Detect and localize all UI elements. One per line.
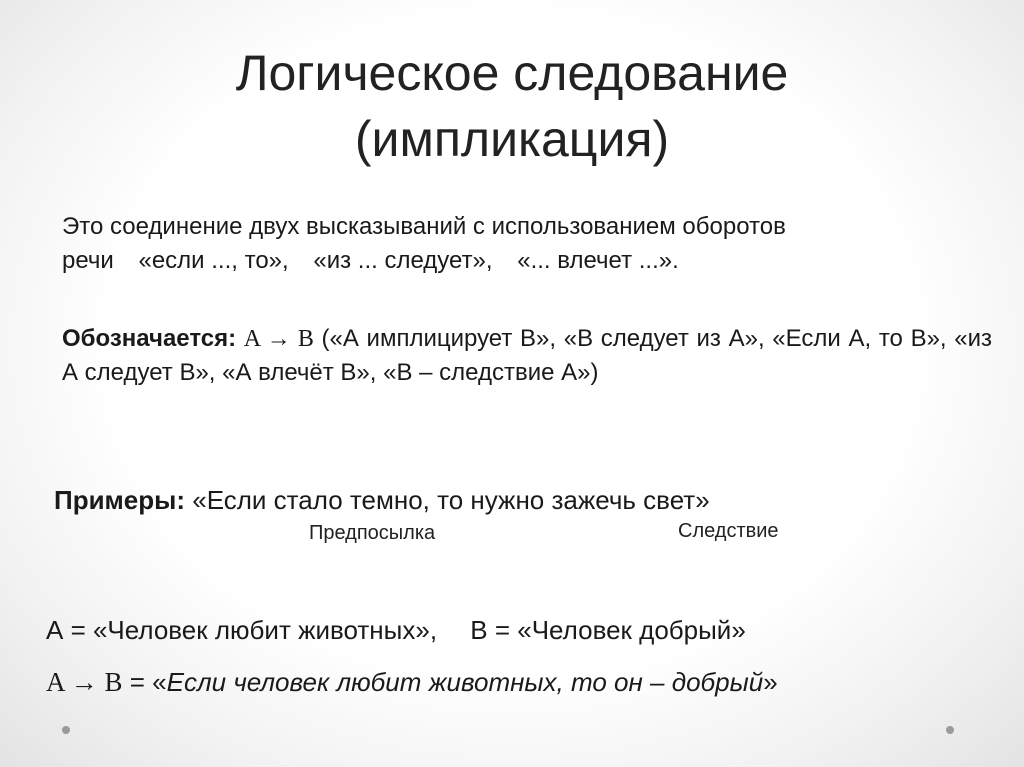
implication-symbol: A → B bbox=[46, 667, 123, 697]
assignment-line bbox=[46, 612, 746, 648]
corner-dot-right bbox=[946, 726, 954, 734]
notation-text: («А имплицирует В», «В следует из А», «Если А, то В», «из А следует В», «А влечёт В», «В – следствие А») bbox=[62, 325, 993, 386]
implication-line bbox=[46, 664, 778, 700]
examples-label: Примеры: bbox=[54, 485, 185, 515]
definition-word-speech: речи bbox=[62, 247, 114, 274]
phrase-if-then: «если ..., то», bbox=[138, 247, 289, 274]
examples-text: «Если стало темно, то нужно зажечь свет» bbox=[192, 485, 710, 515]
definition-paragraph bbox=[62, 210, 1002, 278]
notation-label: Обозначается: bbox=[62, 325, 237, 352]
implication-close: » bbox=[763, 667, 778, 697]
implication-text: Если человек любит животных, то он – добрый bbox=[166, 667, 764, 697]
premise-caption: Предпосылка bbox=[309, 522, 436, 544]
implication-eq: = « bbox=[122, 667, 167, 697]
assignment-a: А = «Человек любит животных», bbox=[46, 615, 438, 645]
title-line-2: (импликация) bbox=[354, 111, 670, 167]
definition-line-1: Это соединение двух высказываний с использованием оборотов bbox=[62, 213, 786, 240]
definition-line-2 bbox=[62, 244, 1002, 278]
assignment-b: В = «Человек добрый» bbox=[470, 615, 746, 645]
notation-symbol: A → B bbox=[243, 326, 314, 352]
examples-line bbox=[54, 482, 710, 518]
consequence-caption: Следствие bbox=[678, 520, 779, 542]
title-line-1: Логическое следование bbox=[235, 45, 789, 101]
slide-title bbox=[0, 40, 1024, 172]
corner-dot-left bbox=[62, 726, 70, 734]
phrase-entails: «... влечет ...». bbox=[517, 247, 679, 274]
notation-paragraph bbox=[62, 322, 992, 390]
phrase-follows-from: «из ... следует», bbox=[313, 247, 493, 274]
